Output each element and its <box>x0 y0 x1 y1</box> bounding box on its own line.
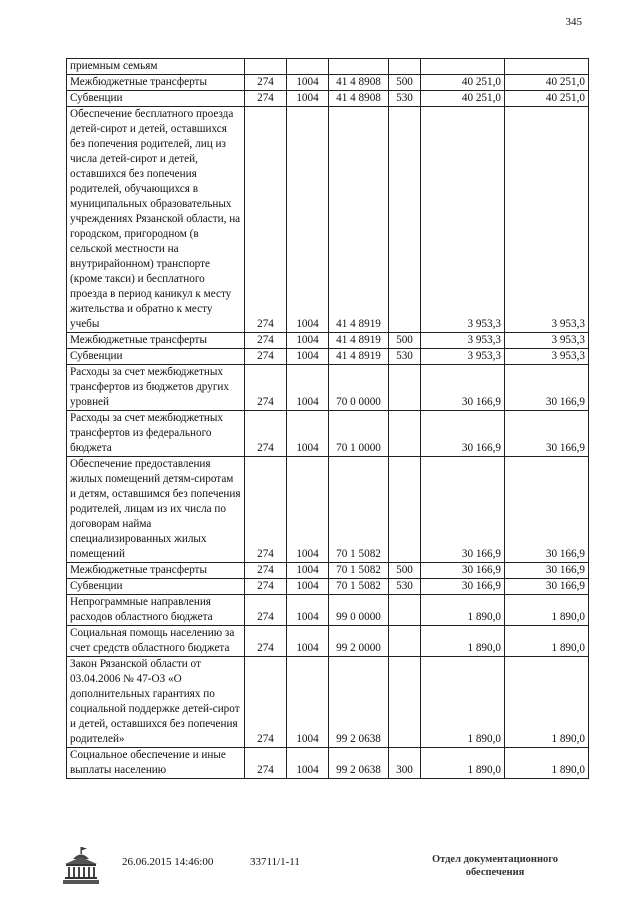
amount-cell-1: 40 251,0 <box>421 91 505 107</box>
admin-code-cell: 274 <box>245 748 287 779</box>
admin-code-cell: 274 <box>245 595 287 626</box>
expense-type-cell <box>389 411 421 457</box>
target-code-cell: 99 2 0000 <box>329 626 389 657</box>
amount-cell-2: 40 251,0 <box>505 75 589 91</box>
table-row <box>67 457 589 563</box>
table-row <box>67 59 589 75</box>
amount-cell-1: 30 166,9 <box>421 365 505 411</box>
admin-code-cell: 274 <box>245 411 287 457</box>
row-name-cell: Обеспечение бесплатного проезда детей-сирот и детей, оставшихся без попечения родителей, лиц из числа детей-сирот и детей, оставшихся без попечения родителей, обучающихся в муниципальных образовательных учреждениях Рязанской области, на городском, пригородном (в сельской местности на внутрирайонном) транспорте (кроме такси) и бесплатного проезда в период каникул к месту жительства и обратно к месту учебы <box>67 107 245 333</box>
expense-type-cell: 530 <box>389 91 421 107</box>
amount-cell-1: 1 890,0 <box>421 626 505 657</box>
amount-cell-1: 1 890,0 <box>421 657 505 748</box>
section-code-cell: 1004 <box>287 333 329 349</box>
table-row <box>67 349 589 365</box>
admin-code-cell: 274 <box>245 626 287 657</box>
table-row <box>67 563 589 579</box>
expense-type-cell <box>389 59 421 75</box>
row-name-cell: Расходы за счет межбюджетных трансфертов из федерального бюджета <box>67 411 245 457</box>
department-stamp <box>420 853 570 879</box>
amount-cell-2: 40 251,0 <box>505 91 589 107</box>
row-name-cell: Социальная помощь населению за счет средств областного бюджета <box>67 626 245 657</box>
budget-expenditure-table <box>66 58 589 779</box>
admin-code-cell: 274 <box>245 349 287 365</box>
admin-code-cell: 274 <box>245 75 287 91</box>
expense-type-cell <box>389 365 421 411</box>
section-code-cell: 1004 <box>287 595 329 626</box>
admin-code-cell: 274 <box>245 457 287 563</box>
target-code-cell: 41 4 8908 <box>329 75 389 91</box>
admin-code-cell: 274 <box>245 91 287 107</box>
amount-cell-1: 30 166,9 <box>421 457 505 563</box>
table-row <box>67 75 589 91</box>
section-code-cell: 1004 <box>287 107 329 333</box>
target-code-cell: 70 1 5082 <box>329 563 389 579</box>
admin-code-cell <box>245 59 287 75</box>
stamp-line-1: Отдел документационного <box>431 854 559 865</box>
section-code-cell: 1004 <box>287 91 329 107</box>
row-name-cell: Социальное обеспечение и иные выплаты населению <box>67 748 245 779</box>
target-code-cell: 99 2 0638 <box>329 748 389 779</box>
admin-code-cell: 274 <box>245 579 287 595</box>
target-code-cell: 99 0 0000 <box>329 595 389 626</box>
section-code-cell: 1004 <box>287 563 329 579</box>
amount-cell-1: 1 890,0 <box>421 748 505 779</box>
amount-cell-2: 1 890,0 <box>505 595 589 626</box>
section-code-cell: 1004 <box>287 349 329 365</box>
row-name-cell: Субвенции <box>67 349 245 365</box>
amount-cell-1: 40 251,0 <box>421 75 505 91</box>
target-code-cell: 70 1 5082 <box>329 579 389 595</box>
target-code-cell <box>329 59 389 75</box>
row-name-cell: Обеспечение предоставления жилых помещений детям-сиротам и детям, оставшимся без попечения родителей, лицам из их числа по договорам найма специализированных жилых помещений <box>67 457 245 563</box>
admin-code-cell: 274 <box>245 107 287 333</box>
target-code-cell: 70 1 0000 <box>329 411 389 457</box>
table-row <box>67 626 589 657</box>
stamp-line-2: обеспечения <box>465 867 525 878</box>
expense-type-cell <box>389 626 421 657</box>
amount-cell-2: 3 953,3 <box>505 333 589 349</box>
row-name-cell: Расходы за счет межбюджетных трансфертов из бюджетов других уровней <box>67 365 245 411</box>
amount-cell-1: 30 166,9 <box>421 563 505 579</box>
row-name-cell: Закон Рязанской области от 03.04.2006 № 47-ОЗ «О дополнительных гарантиях по социальной поддержке детей-сирот и детей, оставшихся без попечения родителей» <box>67 657 245 748</box>
section-code-cell: 1004 <box>287 75 329 91</box>
table-row <box>67 411 589 457</box>
amount-cell-2: 3 953,3 <box>505 107 589 333</box>
footer-doc-number: 33711/1-11 <box>250 856 300 868</box>
expense-type-cell: 500 <box>389 563 421 579</box>
expense-type-cell: 500 <box>389 75 421 91</box>
amount-cell-2: 30 166,9 <box>505 579 589 595</box>
footer-datetime: 26.06.2015 14:46:00 <box>122 856 214 868</box>
admin-code-cell: 274 <box>245 333 287 349</box>
admin-code-cell: 274 <box>245 365 287 411</box>
section-code-cell <box>287 59 329 75</box>
row-name-cell: Межбюджетные трансферты <box>67 563 245 579</box>
expense-type-cell <box>389 107 421 333</box>
section-code-cell: 1004 <box>287 748 329 779</box>
table-row <box>67 595 589 626</box>
parliament-building-emblem-icon <box>62 846 102 886</box>
target-code-cell: 41 4 8919 <box>329 333 389 349</box>
section-code-cell: 1004 <box>287 457 329 563</box>
section-code-cell: 1004 <box>287 579 329 595</box>
expense-type-cell: 530 <box>389 349 421 365</box>
amount-cell-1: 1 890,0 <box>421 595 505 626</box>
expense-type-cell: 530 <box>389 579 421 595</box>
row-name-cell: приемным семьям <box>67 59 245 75</box>
section-code-cell: 1004 <box>287 626 329 657</box>
target-code-cell: 41 4 8919 <box>329 107 389 333</box>
target-code-cell: 41 4 8908 <box>329 91 389 107</box>
row-name-cell: Межбюджетные трансферты <box>67 333 245 349</box>
amount-cell-2: 30 166,9 <box>505 411 589 457</box>
expense-type-cell: 300 <box>389 748 421 779</box>
table-row <box>67 333 589 349</box>
expense-type-cell <box>389 657 421 748</box>
amount-cell-2: 30 166,9 <box>505 457 589 563</box>
amount-cell-1 <box>421 59 505 75</box>
expense-type-cell <box>389 457 421 563</box>
amount-cell-1: 3 953,3 <box>421 349 505 365</box>
amount-cell-2: 1 890,0 <box>505 748 589 779</box>
amount-cell-1: 30 166,9 <box>421 411 505 457</box>
table-row <box>67 748 589 779</box>
admin-code-cell: 274 <box>245 657 287 748</box>
row-name-cell: Межбюджетные трансферты <box>67 75 245 91</box>
table-row <box>67 365 589 411</box>
row-name-cell: Субвенции <box>67 579 245 595</box>
target-code-cell: 70 0 0000 <box>329 365 389 411</box>
table-row <box>67 107 589 333</box>
section-code-cell: 1004 <box>287 365 329 411</box>
amount-cell-1: 3 953,3 <box>421 107 505 333</box>
expense-type-cell: 500 <box>389 333 421 349</box>
row-name-cell: Субвенции <box>67 91 245 107</box>
admin-code-cell: 274 <box>245 563 287 579</box>
amount-cell-1: 30 166,9 <box>421 579 505 595</box>
amount-cell-2: 30 166,9 <box>505 563 589 579</box>
amount-cell-2: 3 953,3 <box>505 349 589 365</box>
amount-cell-2 <box>505 59 589 75</box>
target-code-cell: 41 4 8919 <box>329 349 389 365</box>
amount-cell-1: 3 953,3 <box>421 333 505 349</box>
amount-cell-2: 30 166,9 <box>505 365 589 411</box>
target-code-cell: 99 2 0638 <box>329 657 389 748</box>
section-code-cell: 1004 <box>287 411 329 457</box>
target-code-cell: 70 1 5082 <box>329 457 389 563</box>
page-number: 345 <box>565 16 582 28</box>
amount-cell-2: 1 890,0 <box>505 657 589 748</box>
table-row <box>67 657 589 748</box>
amount-cell-2: 1 890,0 <box>505 626 589 657</box>
section-code-cell: 1004 <box>287 657 329 748</box>
table-row <box>67 91 589 107</box>
table-row <box>67 579 589 595</box>
expense-type-cell <box>389 595 421 626</box>
row-name-cell: Непрограммные направления расходов областного бюджета <box>67 595 245 626</box>
